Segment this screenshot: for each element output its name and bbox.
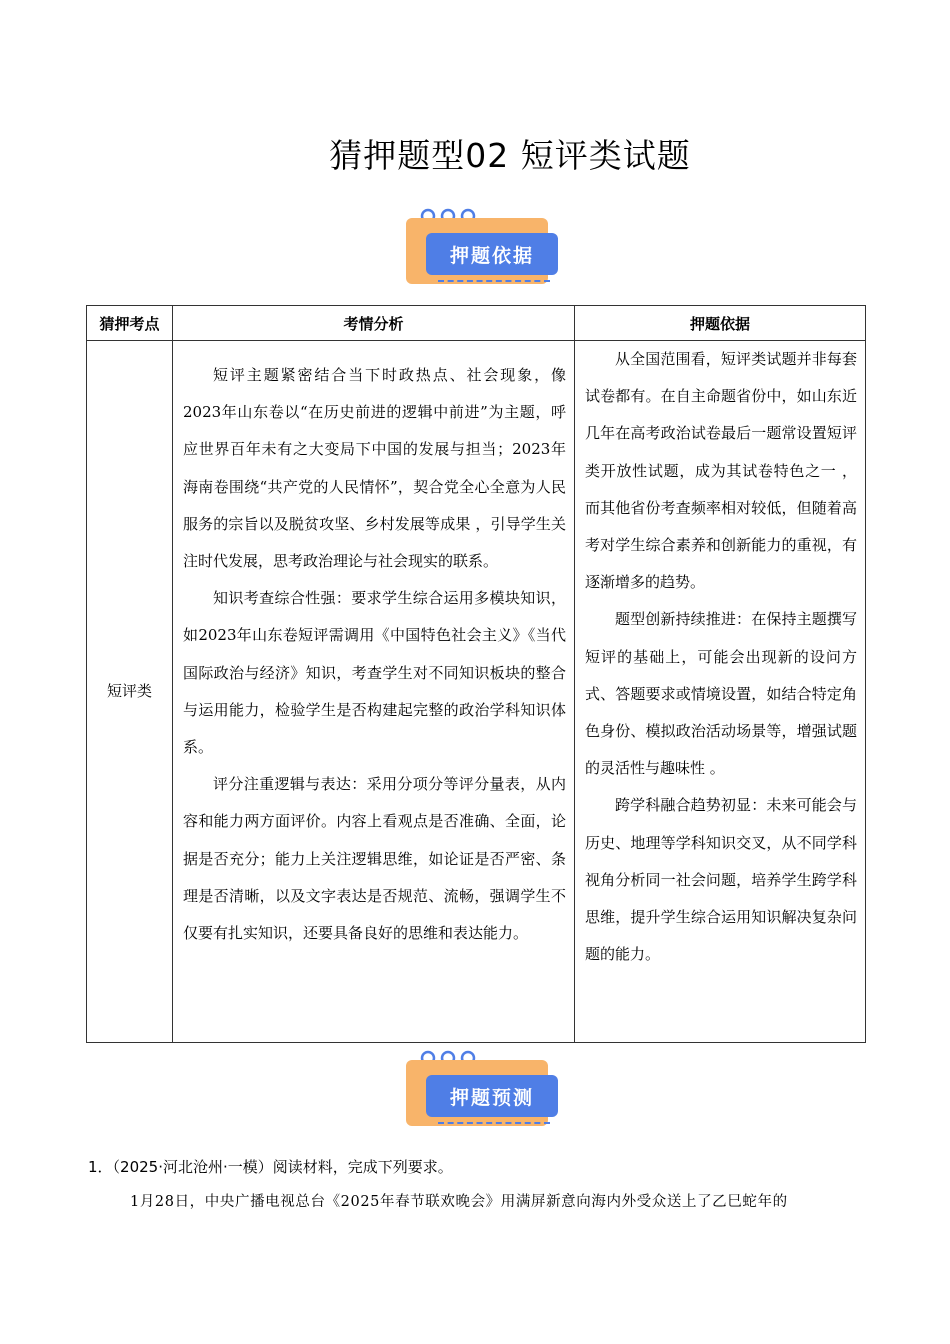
question-material: 1月28日，中央广播电视总台《2025年春节联欢晚会》用满屏新意向海内外受众送上了乙巳蛇年的	[130, 1194, 788, 1210]
basis-paragraph: 题型创新持续推进：在保持主题撰写短评的基础上，可能会出现新的设问方式、答题要求或情境设置，如结合特定角色身份、模拟政治活动场景等，增强试题的灵活性与趣味性 。	[585, 610, 857, 778]
table-header-row	[87, 306, 866, 341]
analysis-table	[86, 305, 866, 1043]
analysis-paragraph: 知识考查综合性强：要求学生综合运用多模块知识，如2023年山东卷短评需调用《中国特色社会主义》《当代国际政治与经济》知识，考查学生对不同知识板块的整合与运用能力，检验学生是否构建起完整的政治学科知识体系。	[183, 589, 566, 757]
category-cell: 短评类	[87, 341, 173, 1043]
page-title: 猜押题型02 短评类试题	[329, 136, 691, 175]
basis-cell	[575, 341, 866, 1043]
basis-paragraph: 跨学科融合趋势初显：未来可能会与历史、地理等学科知识交叉，从不同学科视角分析同一社会问题，培养学生跨学科思维，提升学生综合运用知识解决复杂问题的能力。	[585, 796, 857, 964]
analysis-paragraph: 评分注重逻辑与表达：采用分项分等评分量表，从内容和能力两方面评价。内容上看观点是否准确、全面，论据是否充分；能力上关注逻辑思维，如论证是否严密、条理是否清晰，以及文字表达是否规范、流畅，强调学生不仅要有扎实知识，还要具备良好的思维和表达能力。	[183, 775, 566, 943]
header-analysis: 考情分析	[173, 306, 575, 341]
header-basis: 押题依据	[575, 306, 866, 341]
badge-label: 押题预测	[426, 1075, 558, 1117]
badge-underline	[438, 1122, 550, 1124]
basis-badge	[398, 206, 558, 288]
badge-label: 押题依据	[426, 233, 558, 275]
question-heading: 1．（2025·河北沧州·一模）阅读材料，完成下列要求。	[88, 1158, 453, 1176]
analysis-cell	[173, 341, 575, 1043]
table-row	[87, 341, 866, 1043]
analysis-paragraph: 短评主题紧密结合当下时政热点、社会现象，像2023年山东卷以“在历史前进的逻辑中前进”为主题，呼应世界百年未有之大变局下中国的发展与担当；2023年海南卷围绕“共产党的人民情怀”，契合党全心全意为人民服务的宗旨以及脱贫攻坚、乡村发展等成果 ，引导学生关注时代发展，思考政治理论与社会现实的联系。	[183, 366, 566, 571]
badge-underline	[438, 280, 550, 282]
basis-paragraph: 从全国范围看，短评类试题并非每套试卷都有。在自主命题省份中，如山东近几年在高考政治试卷最后一题常设置短评类开放性试题，成为其试卷特色之一 ，而其他省份考查频率相对较低，但随着高考对学生综合素养和创新能力的重视，有逐渐增多的趋势。	[585, 350, 857, 592]
predict-badge	[398, 1048, 558, 1130]
header-topic: 猜押考点	[87, 306, 173, 341]
